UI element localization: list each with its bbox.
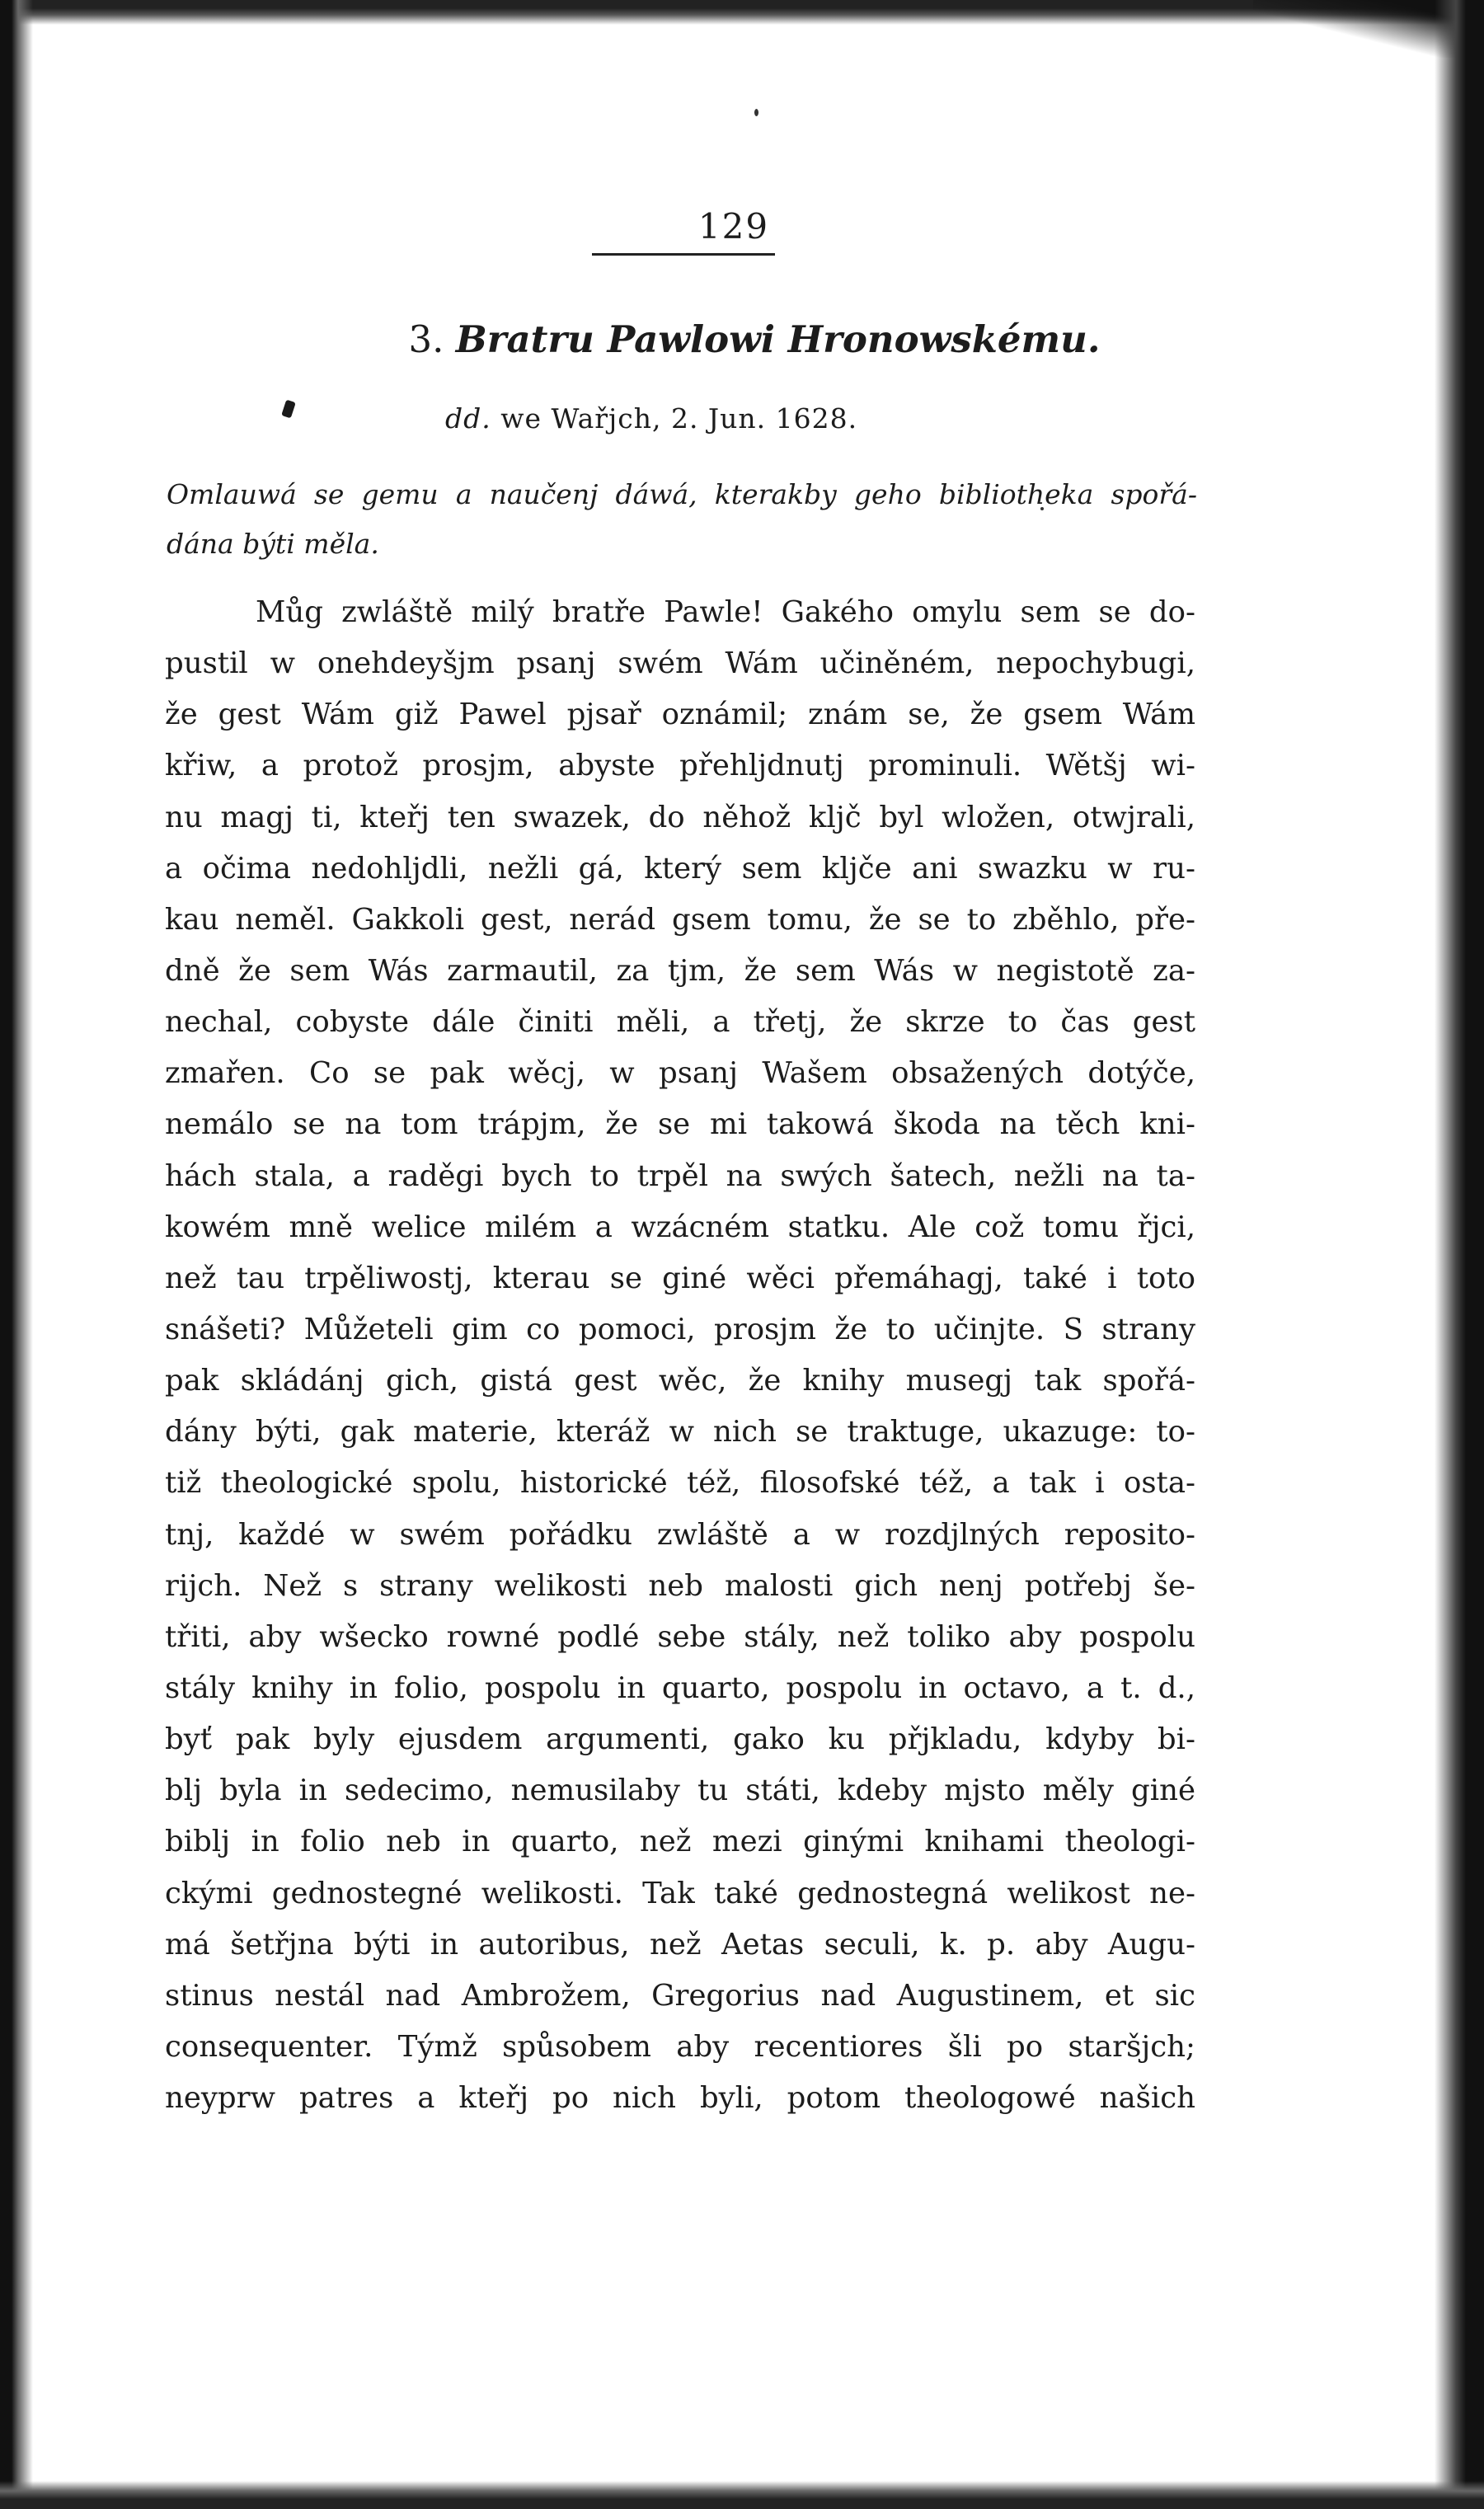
body-line: hách stala, a raděgi bych to trpěl na swých šatech, nežli na ta-	[165, 1158, 1195, 1193]
body-line: blj byla in sedecimo, nemusilaby tu státi, kdeby mjsto měly giné	[165, 1774, 1195, 1808]
scan-edge-right	[1435, 0, 1484, 2509]
letter-number: 3.	[408, 317, 444, 361]
letter-summary	[167, 470, 1197, 569]
letter-body	[165, 587, 1195, 2124]
letter-heading	[165, 317, 1344, 361]
body-line: rijch. Než s strany welikosti neb malosti gich nenj potřebj še-	[165, 1568, 1195, 1603]
body-line: stinus nestál nad Ambrožem, Gregorius nad Augustinem, et sic	[165, 1978, 1195, 2013]
body-line: byť pak byly ejusdem argumenti, gako ku přjkladu, kdyby bi-	[165, 1722, 1195, 1757]
body-line: nemálo se na tom trápjm, že se mi takowá škoda na těch kni-	[165, 1107, 1195, 1142]
body-line: biblj in folio neb in quarto, než mezi ginými knihami theologi-	[165, 1825, 1195, 1859]
body-line: křiw, a protož prosjm, abyste přehljdnutj prominuli. Wětšj wi-	[165, 749, 1195, 783]
margin-mark	[281, 400, 296, 419]
body-line: pustil w onehdeyšjm psanj swém Wám učiněném, nepochybugi,	[165, 646, 1195, 681]
body-line: snášeti? Můžeteli gim co pomoci, prosjm že to učinjte. S strany	[165, 1312, 1195, 1346]
body-line: pak skládánj gich, gistá gest wěc, že knihy musegj tak spořá-	[165, 1364, 1195, 1398]
body-line: consequenter. Týmž spůsobem aby recentiores šli po staršjch;	[165, 2029, 1195, 2064]
dateline-place-date: we Wařjch, 2. Jun. 1628.	[500, 402, 858, 435]
letter-dateline	[445, 402, 1105, 435]
body-line: tnj, každé w swém pořádku zwláště a w rozdjlných reposito-	[165, 1517, 1195, 1552]
body-line: ckými gednostegné welikosti. Tak také gednostegná welikost ne-	[165, 1876, 1195, 1910]
body-line: dány býti, gak materie, kteráž w nich se traktuge, ukazuge: to-	[165, 1415, 1195, 1449]
body-line: nu magj ti, kteřj ten swazek, do něhož kljč byl wložen, otwjrali,	[165, 800, 1195, 834]
summary-line: dána býti měla.	[167, 528, 379, 560]
body-line: dně že sem Wás zarmautil, za tjm, že sem Wás w negistotě za-	[165, 953, 1195, 988]
body-line: zmařen. Co se pak wěcj, w psanj Wašem obsažených dotýče,	[165, 1056, 1195, 1091]
body-line: a očima nedohljdli, nežli gá, který sem kljče ani swazku w ru-	[165, 851, 1195, 886]
body-line: Můg zwláště milý bratře Pawle! Gakého omylu sem se do-	[256, 595, 1195, 629]
body-line: tiž theologické spolu, historické též, filosofské též, a tak i osta-	[165, 1466, 1195, 1501]
page-number: 129	[697, 206, 770, 247]
scan-edge-left	[0, 0, 33, 2509]
body-line: stály knihy in folio, pospolu in quarto, pospolu in octavo, a t. d.,	[165, 1670, 1195, 1705]
ink-speck	[754, 109, 758, 116]
body-line: neyprw patres a kteřj po nich byli, potom theologowé našich	[165, 2081, 1195, 2116]
body-line: má šetřjna býti in autoribus, než Aetas seculi, k. p. aby Augu-	[165, 1927, 1195, 1962]
body-line: nechal, cobyste dále činiti měli, a třetj, že skrze to čas gest	[165, 1005, 1195, 1040]
body-line: kau neměl. Gakkoli gest, nerád gsem tomu, že se to zběhlo, pře-	[165, 902, 1195, 937]
body-line: třiti, aby wšecko rowné podlé sebe stály, než toliko aby pospolu	[165, 1619, 1195, 1654]
dateline-prefix: dd.	[445, 402, 491, 435]
letter-recipient: Bratru Pawlowi Hronowskému.	[455, 317, 1101, 361]
page-number-rule	[592, 253, 775, 256]
body-line: že gest Wám giž Pawel pjsař oznámil; znám se, že gsem Wám	[165, 698, 1195, 732]
scan-edge-bottom	[0, 2481, 1484, 2509]
summary-line: Omlauwá se gemu a naučenj dáwá, kterakby geho bibliotheka spořá-	[167, 478, 1197, 510]
body-line: než tau trpěliwostj, kterau se giné wěci přemáhagj, také i toto	[165, 1261, 1195, 1295]
body-line: kowém mně welice milém a wzácném statku. Ale což tomu řjci,	[165, 1210, 1195, 1244]
